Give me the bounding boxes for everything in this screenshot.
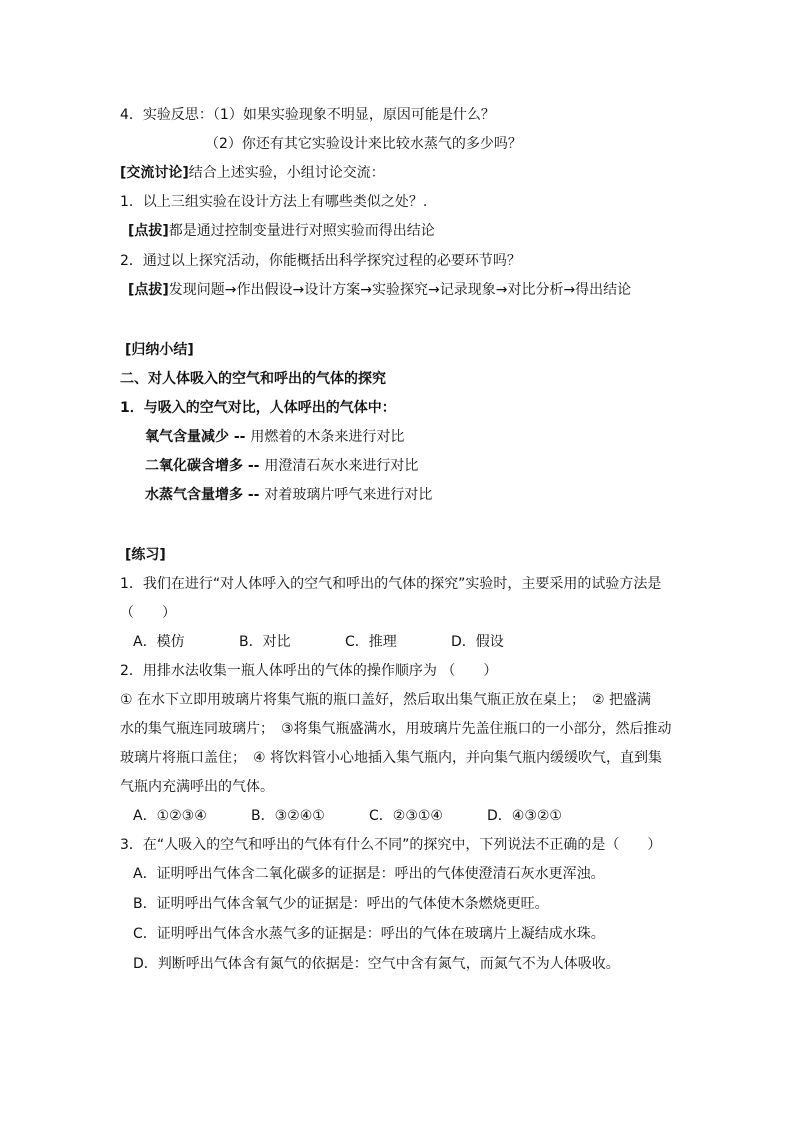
summary-item-label: 氧气含量减少	[145, 429, 229, 445]
practice-q3-stem: 3．在“人吸入的空气和呼出的气体有什么不同”的探究中，下列说法不正确的是（ ）	[120, 837, 662, 853]
practice-tag: [练习]	[125, 547, 166, 563]
summary-item	[145, 456, 418, 476]
option: D．假设	[451, 634, 504, 650]
practice-q2-stem: 2．用排水法收集一瓶人体呼出的气体的操作顺序为 （ ）	[120, 663, 498, 679]
summary-item	[145, 427, 404, 447]
practice-q2-body-line: 气瓶内充满呼出的气体。	[120, 779, 274, 795]
discussion-q1: 1．以上三组实验在设计方法上有哪些类似之处？.	[120, 194, 428, 210]
practice-q3-option: B．证明呼出气体含氧气少的证据是：呼出的气体使木条燃烧更旺。	[133, 896, 549, 912]
option: D．④③②①	[487, 808, 562, 824]
practice-q1-line1: 1．我们在进行“对人体呼入的空气和呼出的气体的探究”实验时，主要采用的试验方法是	[120, 576, 662, 592]
summary-item-sep: --	[229, 429, 251, 445]
practice-q2-options	[133, 806, 605, 826]
practice-q1-options	[133, 632, 557, 652]
summary-heading: 二、对人体吸入的空气和呼出的气体的探究	[120, 371, 386, 387]
summary-item-sep: --	[243, 487, 265, 503]
practice-q3-option: A．证明呼出气体含二氧化碳多的证据是：呼出的气体使澄清石灰水更浑浊。	[133, 866, 605, 882]
option: C．②③①④	[369, 808, 443, 824]
hint2-line	[128, 280, 631, 300]
reflection-q2: （2）你还有其它实验设计来比较水蒸气的多少吗？	[205, 136, 522, 152]
option: C．推理	[345, 634, 397, 650]
hint1-text: 都是通过控制变量进行对照实验而得出结论	[168, 223, 435, 239]
practice-q3-option: C．证明呼出气体含水蒸气多的证据是：呼出的气体在玻璃片上凝结成水珠。	[133, 926, 605, 942]
discussion-intro-line	[120, 163, 385, 183]
practice-q1-line2: （ ）	[120, 605, 176, 621]
option: A．模仿	[133, 634, 185, 650]
summary-item-label: 水蒸气含量增多	[145, 487, 243, 503]
practice-q2-body-line: 玻璃片将瓶口盖住； ④ 将饮料管小心地插入集气瓶内，并向集气瓶内缓缓吹气，直到集	[120, 750, 662, 766]
summary-item-label: 二氧化碳含增多	[145, 458, 243, 474]
discussion-tag: [交流讨论]	[120, 165, 189, 181]
hint1-line	[128, 221, 435, 241]
summary-item	[145, 485, 432, 505]
discussion-intro: 结合上述实验，小组讨论交流：	[188, 165, 385, 181]
discussion-q2: 2．通过以上探究活动，你能概括出科学探究过程的必要环节吗？	[120, 253, 521, 269]
summary-item-desc: 对着玻璃片呼气来进行对比	[264, 487, 433, 503]
hint2-tag: [点拔]	[128, 282, 169, 298]
option: B．对比	[239, 634, 291, 650]
hint1-tag: [点拔]	[128, 223, 169, 239]
summary-item-sep: --	[243, 458, 265, 474]
practice-q2-body-line: 水的集气瓶连同玻璃片； ③将集气瓶盛满水，用玻璃片先盖住瓶口的一小部分，然后推动	[120, 721, 672, 737]
summary-tag: [归纳小结]	[125, 342, 194, 358]
option: B．③②④①	[251, 808, 325, 824]
summary-point1: 1．与吸入的空气对比，人体呼出的气体中：	[120, 400, 396, 416]
summary-item-desc: 用澄清石灰水来进行对比	[264, 458, 419, 474]
reflection-q1: 4．实验反思：（1）如果实验现象不明显，原因可能是什么？	[120, 107, 495, 123]
option: A．①②③④	[133, 808, 207, 824]
hint2-text: 发现问题→作出假设→设计方案→实验探究→记录现象→对比分析→得出结论	[168, 282, 632, 298]
summary-item-desc: 用燃着的木条来进行对比	[250, 429, 405, 445]
practice-q3-option: D．判断呼出气体含有氮气的依据是：空气中含有氮气，而氮气不为人体吸收。	[133, 956, 620, 972]
practice-q2-body-line: ① 在水下立即用玻璃片将集气瓶的瓶口盖好，然后取出集气瓶正放在桌上； ② 把盛满	[120, 692, 651, 708]
